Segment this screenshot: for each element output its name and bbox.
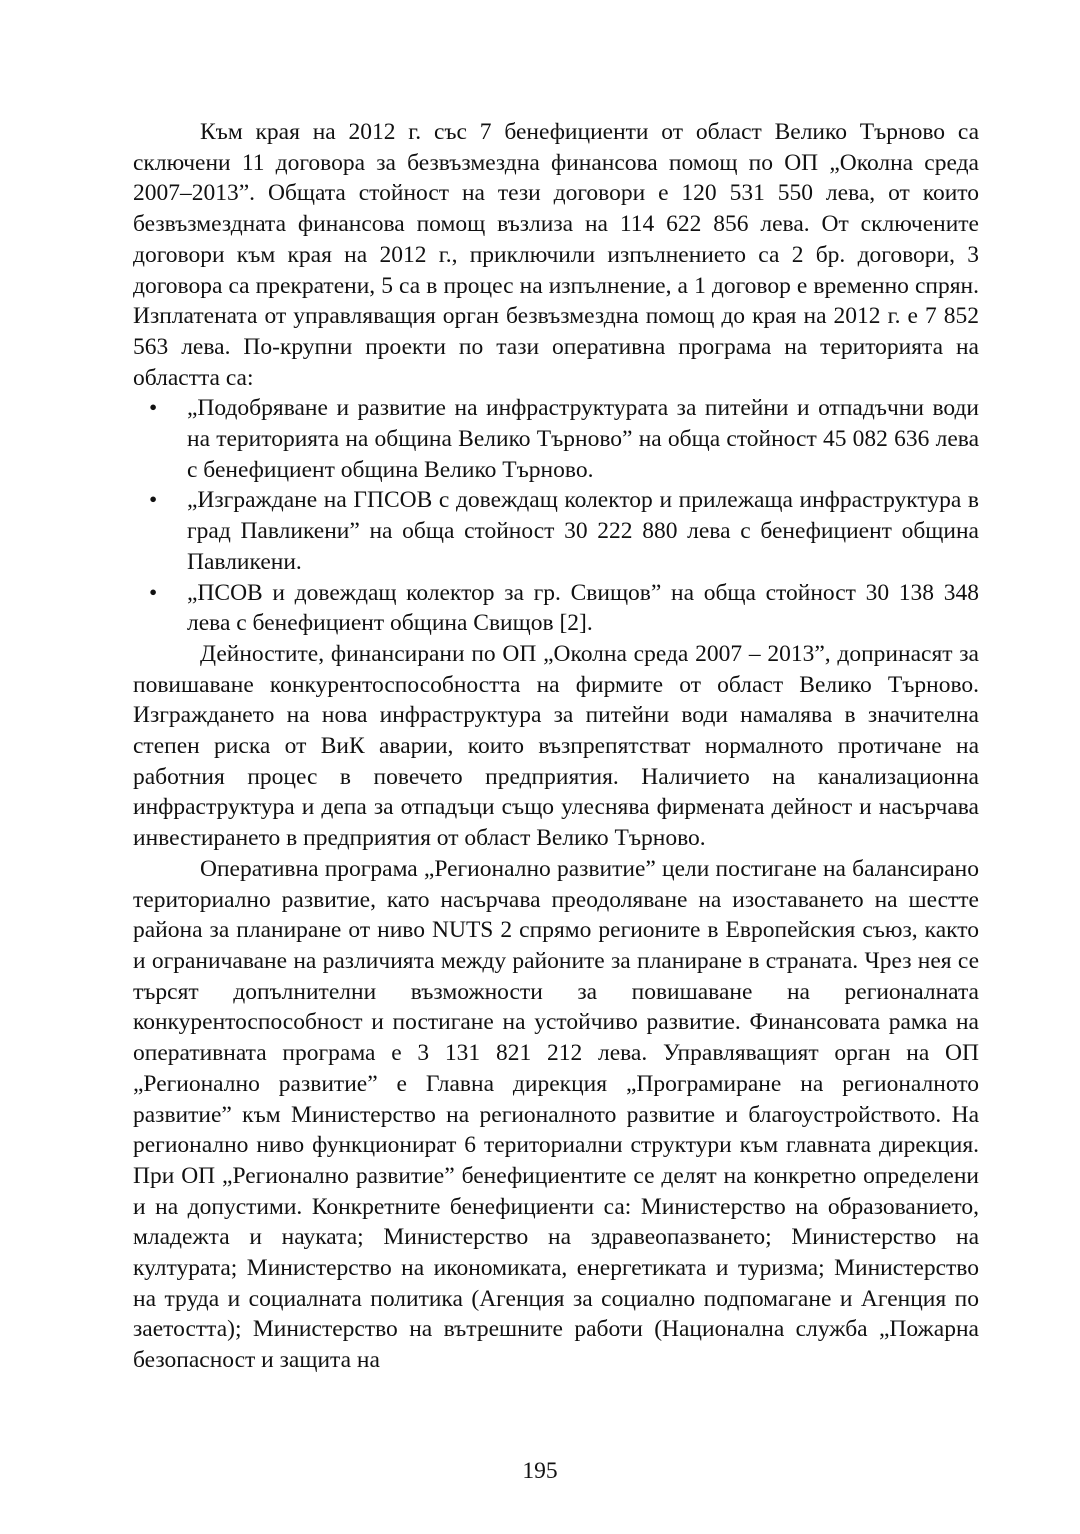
page-body	[133, 117, 979, 1376]
bullet-icon: •	[149, 487, 158, 514]
list-item	[133, 485, 979, 577]
paragraph-intro: Към края на 2012 г. със 7 бенефициенти от област Велико Търново са сключени 11 договора за безвъзмездна финансова помощ по ОП „Околна среда 2007–2013”. Общата стойност на тези договори е 120 531 550 лева, от които безвъзмездната финансова помощ възлиза на 114 622 856 лева. От сключените договори към края на 2012 г., приключили изпълнението са 2 бр. договори, 3 договора са прекратени, 5 са в процес на изпълнение, а 1 договор е временно спрян. Изплатената от управляващия орган безвъзмездна помощ до края на 2012 г. е 7 852 563 лева. По-крупни проекти по тази оперативна програма на територията на областта са:	[133, 119, 979, 391]
project-text: „Изграждане на ГПСОВ с довеждащ колектор и прилежаща инфраструктура в град Павликени” на обща стойност 30 222 880 лева с бенефициент община Павликени.	[187, 487, 979, 575]
project-text: „Подобряване и развитие на инфраструктурата за питейни и отпадъчни води на територията на община Велико Търново” на обща стойност 45 082 636 лева с бенефициент община Велико Търново.	[187, 395, 979, 483]
bullet-icon: •	[149, 395, 158, 422]
list-item	[133, 578, 979, 639]
bullet-icon: •	[149, 579, 158, 606]
project-list	[133, 393, 979, 639]
list-item	[133, 393, 979, 485]
project-text: „ПСОВ и довеждащ колектор за гр. Свищов” на обща стойност 30 138 348 лева с бенефициент община Свищов [2].	[187, 579, 979, 637]
paragraph-regional: Оперативна програма „Регионално развитие” цели постигане на балансирано териториално развитие, като насърчава преодоляване на изоставането на шестте района за планиране от ниво NUTS 2 спрямо регионите в Европейския съюз, както и ограничаване на различията между районите за планиране в страната. Чрез нея се търсят допълнителни възможности за повишаване на регионалната конкурентоспособност и постигане на устойчиво развитие. Финансовата рамка на оперативната програма е 3 131 821 212 лева. Управляващият орган на ОП „Регионално развитие” е Главна дирекция „Програмиране на регионалното развитие” към Министерство на регионалното развитие и благоустройството. На регионално ниво функционират 6 териториални структури към главната дирекция. При ОП „Регионално развитие” бенефициентите се делят на конкретно определени и на допустими. Конкретните бенефициенти са: Министерство на образованието, младежта и науката; Министерство на здравеопазването; Министерство на културата; Министерство на икономиката, енергетиката и туризма; Министерство на труда и социалната политика (Агенция за социално подпомагане и Агенция по заетостта); Министерство на вътрешните работи (Национална служба „Пожарна безопасност и защита на	[133, 855, 979, 1374]
paragraph-activities: Дейностите, финансирани по ОП „Околна среда 2007 – 2013”, допринасят за повишаване конкурентоспособността на фирмите от област Велико Търново. Изграждането на нова инфраструктура за питейни води намалява в значителна степен риска от ВиК аварии, които възпрепятстват нормалното протичане на работния процес в повечето предприятия. Наличието на канализационна инфраструктура и депа за отпадъци също улеснява фирмената дейност и насърчава инвестирането в предприятия от област Велико Търново.	[133, 640, 979, 852]
page-number: 195	[522, 1458, 558, 1484]
